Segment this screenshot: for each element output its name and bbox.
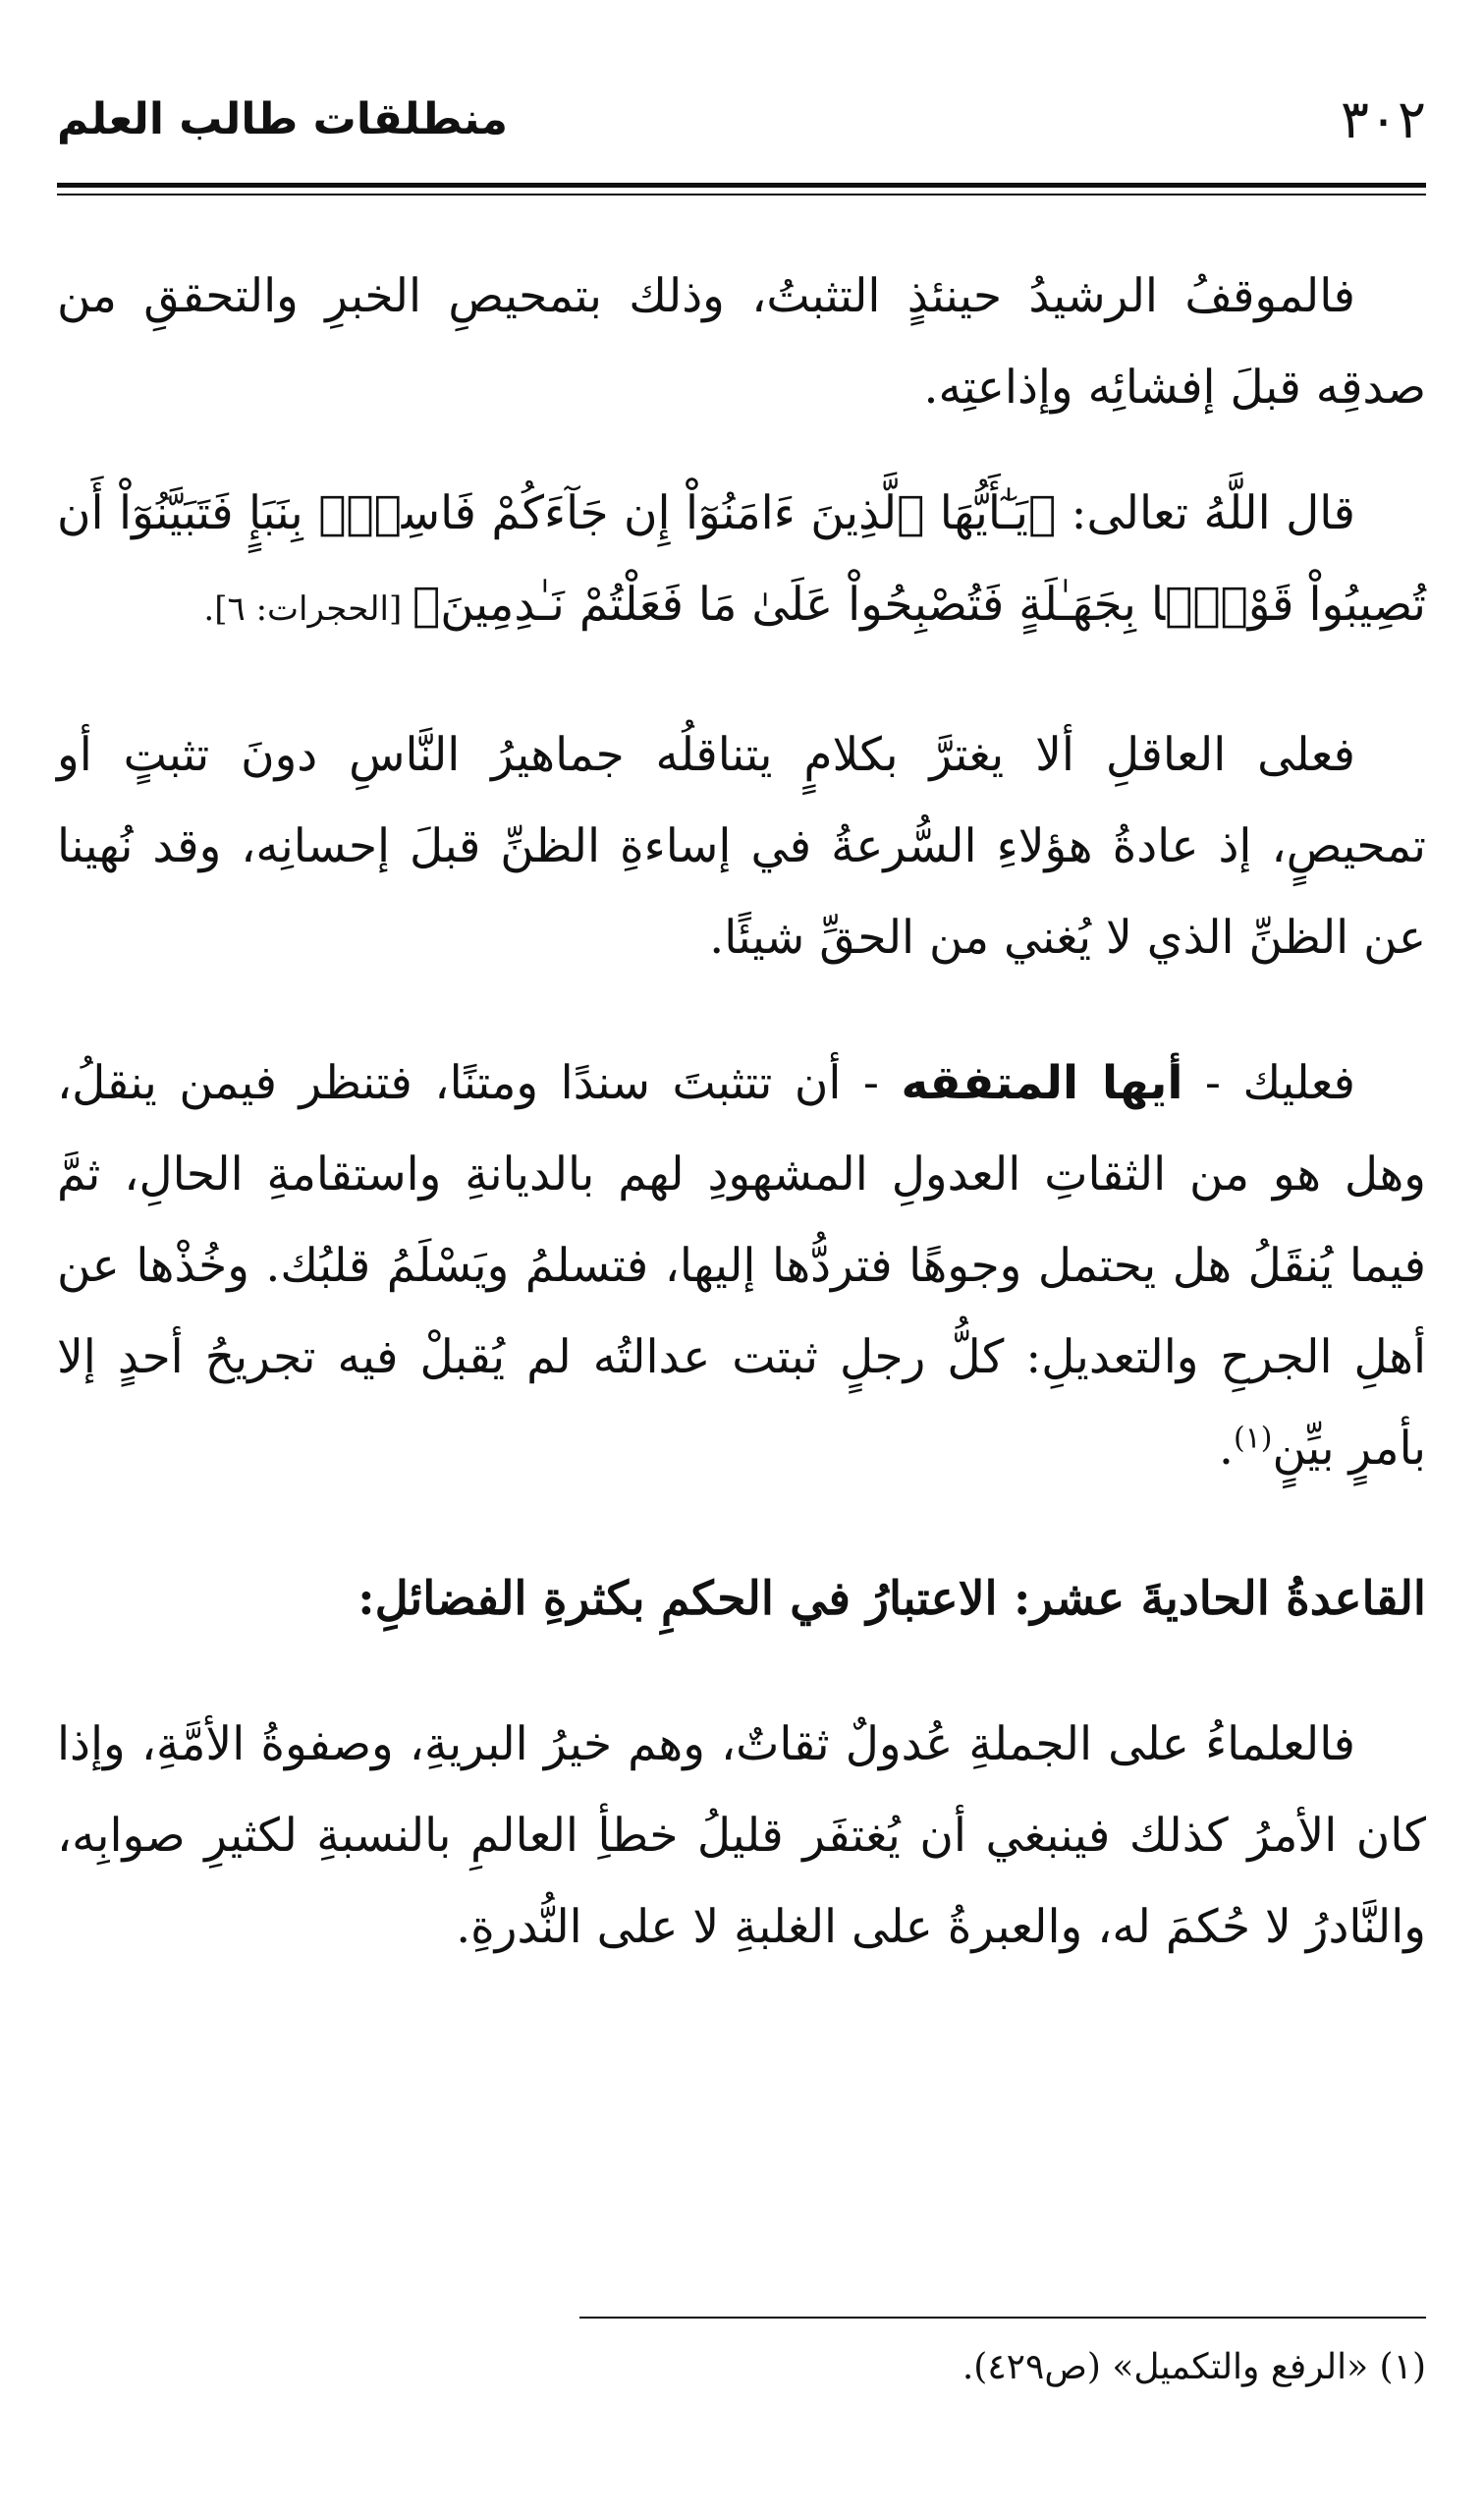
- header-rule-thin: [57, 194, 1426, 196]
- footnote-marker: (١): [1233, 1421, 1273, 1456]
- page-number: ٣٠٢: [1340, 88, 1426, 150]
- paragraph-verification: فالموقفُ الرشيدُ حينئذٍ التثبتُ، وذلك بتمحيصِ الخبرِ والتحققِ من صدقِه قبلَ إفشائِه وإذاعتِه.: [57, 269, 1426, 415]
- footnote-divider: [579, 2317, 1426, 2319]
- emphasis-address: أيها المتفقه: [901, 1056, 1183, 1110]
- advice-start: فعليك -: [1182, 1056, 1355, 1110]
- advice-body: - أن تتثبتَ سندًا ومتنًا، فتنظر فيمن ينقلُ، وهل هو من الثقاتِ العدولِ المشهودِ لهم بالديانةِ واستقامةِ الحالِ، ثمَّ فيما يُنقَلُ هل يحتمل وجوهًا فتردُّها إليها، فتسلمُ ويَسْلَمُ قلبُك. وخُذْها عن أهلِ الجرحِ والتعديلِ: كلُّ رجلٍ ثبتت عدالتُه لم يُقبلْ فيه تجريحُ أحدٍ إلا بأمرٍ بيِّنٍ: [57, 1056, 1426, 1476]
- quote-intro: قال اللَّهُ تعالى:: [1056, 486, 1356, 540]
- paragraph-advice: [57, 1037, 1426, 1494]
- paragraph-quran-citation: [57, 468, 1426, 655]
- running-title: منطلقات طالب العلم: [57, 94, 509, 144]
- footnote: (١) «الرفع والتكميل» (ص٤٢٩).: [962, 2347, 1426, 2387]
- verse-reference: [الحجرات: ٦].: [203, 589, 413, 629]
- advice-end: .: [1218, 1422, 1234, 1476]
- page-body: [57, 251, 1426, 1973]
- paragraph-wise-person: فعلى العاقلِ ألا يغترَّ بكلامٍ يتناقلُه جماهيرُ النَّاسِ دونَ تثبتٍ أو تمحيصٍ، إذ عادةُ هؤلاءِ السُّرعةُ في إساءةِ الظنِّ قبلَ إحسانِه، وقد نُهينا عن الظنِّ الذي لا يُغني من الحقِّ شيئًا.: [57, 728, 1426, 965]
- quran-verse: ﴿يَـٰٓأَيُّهَا ٱلَّذِينَ ءَامَنُوٓاْ إِن جَآءَكُمْ فَاسِقُۢ بِنَبَإٍ فَتَبَيَّنُوٓاْ أَن تُصِيبُواْ قَوْمًۢا بِجَهَـٰلَةٍ فَتُصْبِحُواْ عَلَىٰ مَا فَعَلْتُمْ نَـٰدِمِينَ﴾: [57, 486, 1426, 632]
- paragraph-scholars: فالعلماءُ على الجملةِ عُدولٌ ثقاتٌ، وهم خيرُ البريةِ، وصفوةُ الأمَّةِ، وإذا كان الأمرُ كذلك فينبغي أن يُغتفَر قليلُ خطأِ العالمِ بالنسبةِ لكثيرِ صوابِه، والنَّادرُ لا حُكمَ له، والعبرةُ على الغلبةِ لا على النُّدرةِ.: [57, 1717, 1426, 1954]
- header-rule-thick: [57, 183, 1426, 188]
- section-heading: القاعدةُ الحاديةَ عشر: الاعتبارُ في الحكمِ بكثرةِ الفضائلِ:: [357, 1572, 1426, 1626]
- page-header: [57, 90, 1426, 149]
